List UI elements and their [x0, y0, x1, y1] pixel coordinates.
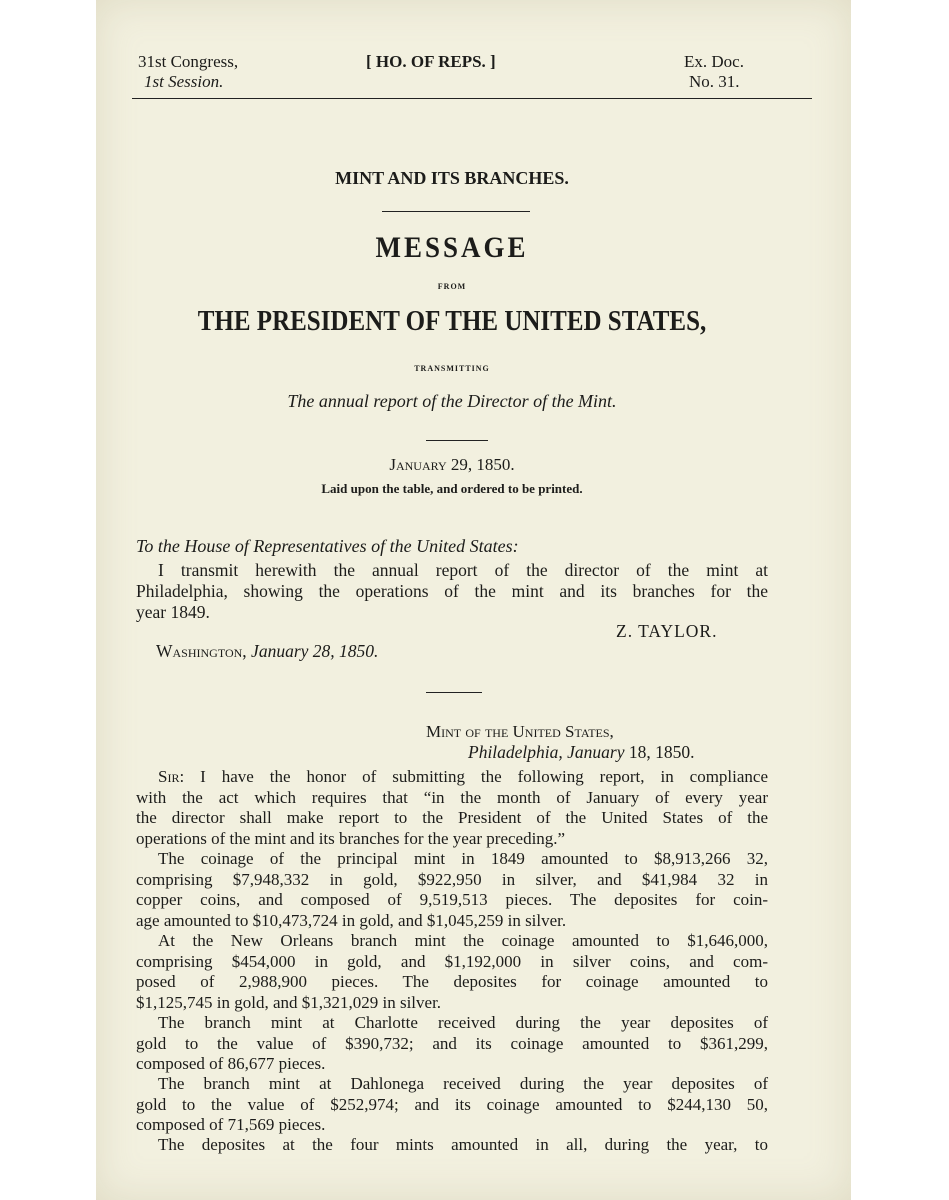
report-paragraph-3: At the New Orleans branch mint the coinage amounted to $1,646,000, comprising $454,000 in gold, and $1,192,000 in silver coins, and com- posed of 2,988,900 pieces. The deposites for coinage amounted to $1,125,745 in gold, and $1,321,029 in silver. [136, 931, 768, 1012]
house-label: [ HO. OF REPS. ] [366, 52, 496, 71]
transmitting-label: TRANSMITTING [414, 364, 490, 373]
report-paragraph-4: The branch mint at Charlotte received during the year deposites of gold to the value of $390,732; and its coinage amounted to $361,299, composed of 86,677 pieces. [136, 1013, 768, 1073]
report-heading: Mint of the United States, [426, 722, 614, 741]
report-paragraph-2: The coinage of the principal mint in 1849 amounted to $8,913,266 32, comprising $7,948,332 in gold, $922,950 in silver, and $41,984 32 in copper coins, and composed of 9,519,513 pieces. The deposites for coin- age amounted to $10,473,724 in gold, and $1,045,259 in silver. [136, 849, 768, 930]
message-title: MESSAGE [375, 230, 529, 264]
header-rule [132, 98, 812, 99]
section-rule [426, 692, 482, 693]
message-signature: Z. TAYLOR. [616, 621, 718, 641]
from-label: FROM [437, 282, 467, 291]
purpose-line: The annual report of the Director of the Mint. [287, 391, 617, 411]
doc-type-label: Ex. Doc. [684, 52, 744, 71]
doc-number-label: No. 31. [689, 72, 740, 91]
report-paragraph-6: The deposites at the four mints amounted in all, during the year, to [158, 1135, 768, 1154]
sender-title: THE PRESIDENT OF THE UNITED STATES, [197, 305, 707, 337]
title-rule-2 [426, 440, 488, 441]
document-page [96, 0, 851, 1200]
message-place-date: Washington, January 28, 1850. [156, 641, 379, 661]
report-paragraph-1: Sir: I have the honor of submitting the following report, in compliance with the act which requires that “in the month of January of every year the director shall make report to the President of the United States of the operations of the mint and its branches for the year preceding.” [136, 767, 768, 848]
report-salutation: Sir: [158, 767, 185, 786]
session-label: 1st Session. [144, 72, 224, 91]
dateline: January 29, 1850. [389, 455, 515, 474]
report-place-date: Philadelphia, January 18, 1850. [468, 742, 695, 762]
message-salutation: To the House of Representatives of the United States: [136, 536, 519, 556]
congress-label: 31st Congress, [138, 52, 239, 71]
report-paragraph-5: The branch mint at Dahlonega received during the year deposites of gold to the value of $252,974; and its coinage amounted to $244,130 50, composed of 71,569 pieces. [136, 1074, 768, 1134]
subject-title: MINT AND ITS BRANCHES. [335, 168, 569, 188]
title-rule-1 [382, 211, 530, 212]
message-body: I transmit herewith the annual report of the director of the mint at Philadelphia, showing the operations of the mint and its branches for the year 1849. [136, 560, 768, 622]
order-line: Laid upon the table, and ordered to be printed. [321, 481, 583, 496]
